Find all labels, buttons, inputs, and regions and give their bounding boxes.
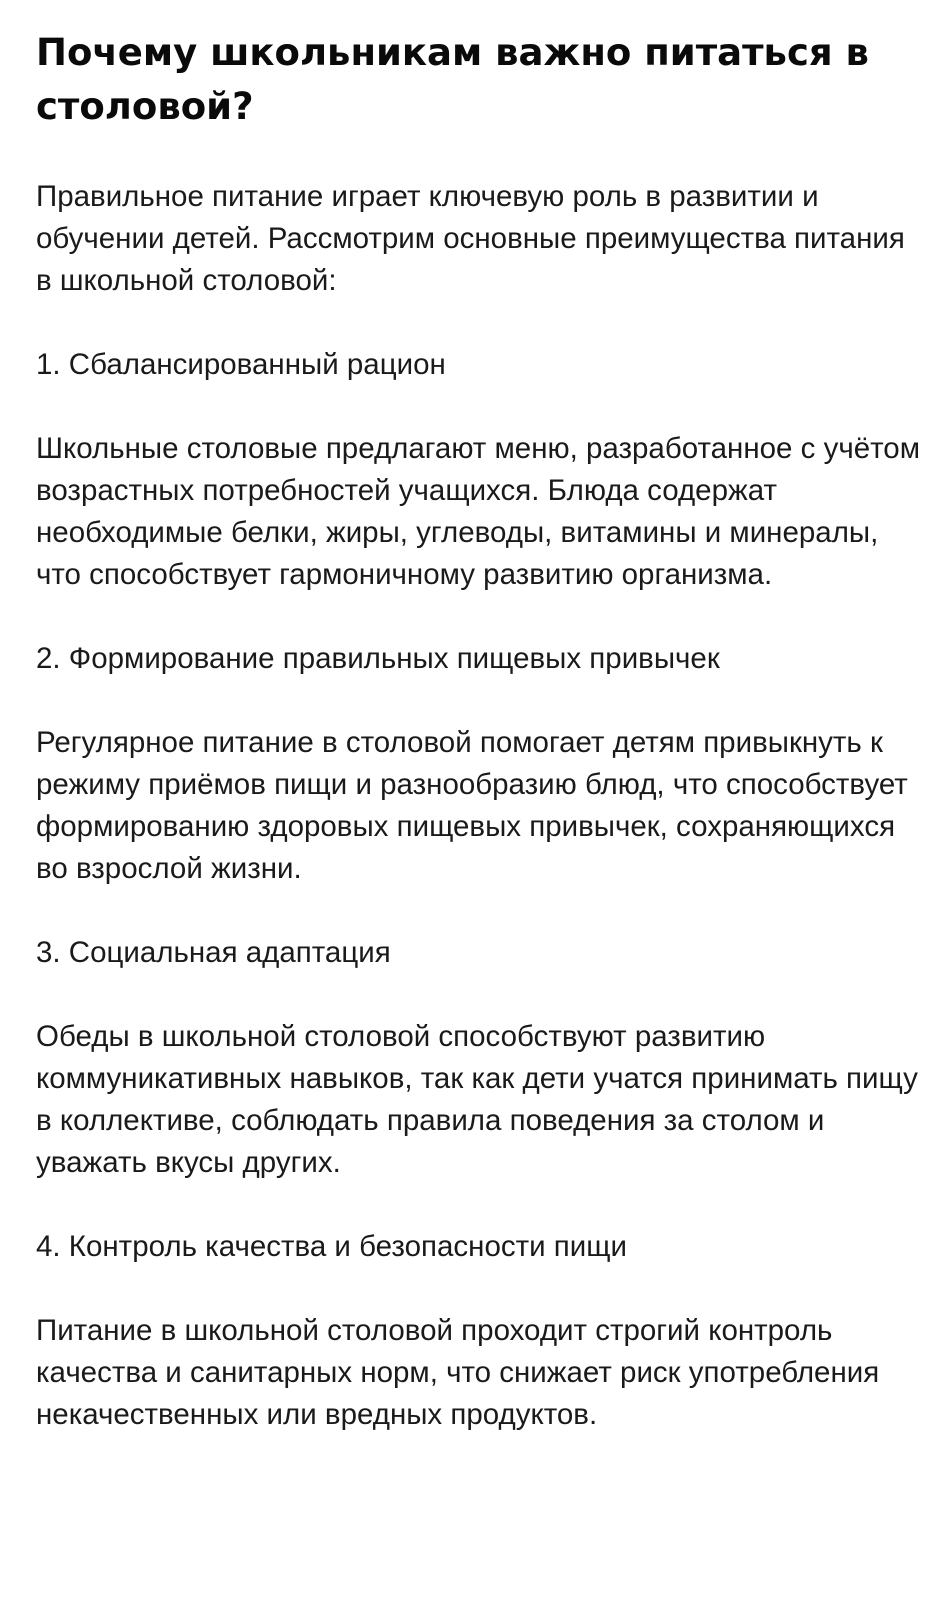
section-text-2: Регулярное питание в столовой помогает детям привыкнуть к режиму приёмов пищи и разнообразию блюд, что способствует формированию здоровых пищевых привычек, сохраняющихся во взрослой жизни. (36, 726, 908, 885)
section-text-3: Обеды в школьной столовой способствуют развитию коммуникативных навыков, так как дети учатся принимать пищу в коллективе, соблюдать правила поведения за столом и уважать вкусы других. (36, 1020, 918, 1179)
section-heading-1: 1. Сбалансированный рацион (36, 348, 446, 381)
article-title: Почему школьникам важно питаться в столовой? (36, 31, 869, 128)
section-heading-4: 4. Контроль качества и безопасности пищи (36, 1230, 627, 1263)
section-text-1: Школьные столовые предлагают меню, разработанное с учётом возрастных потребностей учащихся. Блюда содержат необходимые белки, жиры, углеводы, витамины и минералы, что способствует гармоничному развитию организма. (36, 432, 920, 591)
section-heading-3: 3. Социальная адаптация (36, 936, 391, 969)
section-heading-2: 2. Формирование правильных пищевых привычек (36, 642, 720, 675)
article-intro: Правильное питание играет ключевую роль в развитии и обучении детей. Рассмотрим основные преимущества питания в школьной столовой: (36, 180, 905, 297)
section-text-4: Питание в школьной столовой проходит строгий контроль качества и санитарных норм, что снижает риск употребления некачественных или вредных продуктов. (36, 1314, 880, 1431)
article (36, 0, 926, 1436)
